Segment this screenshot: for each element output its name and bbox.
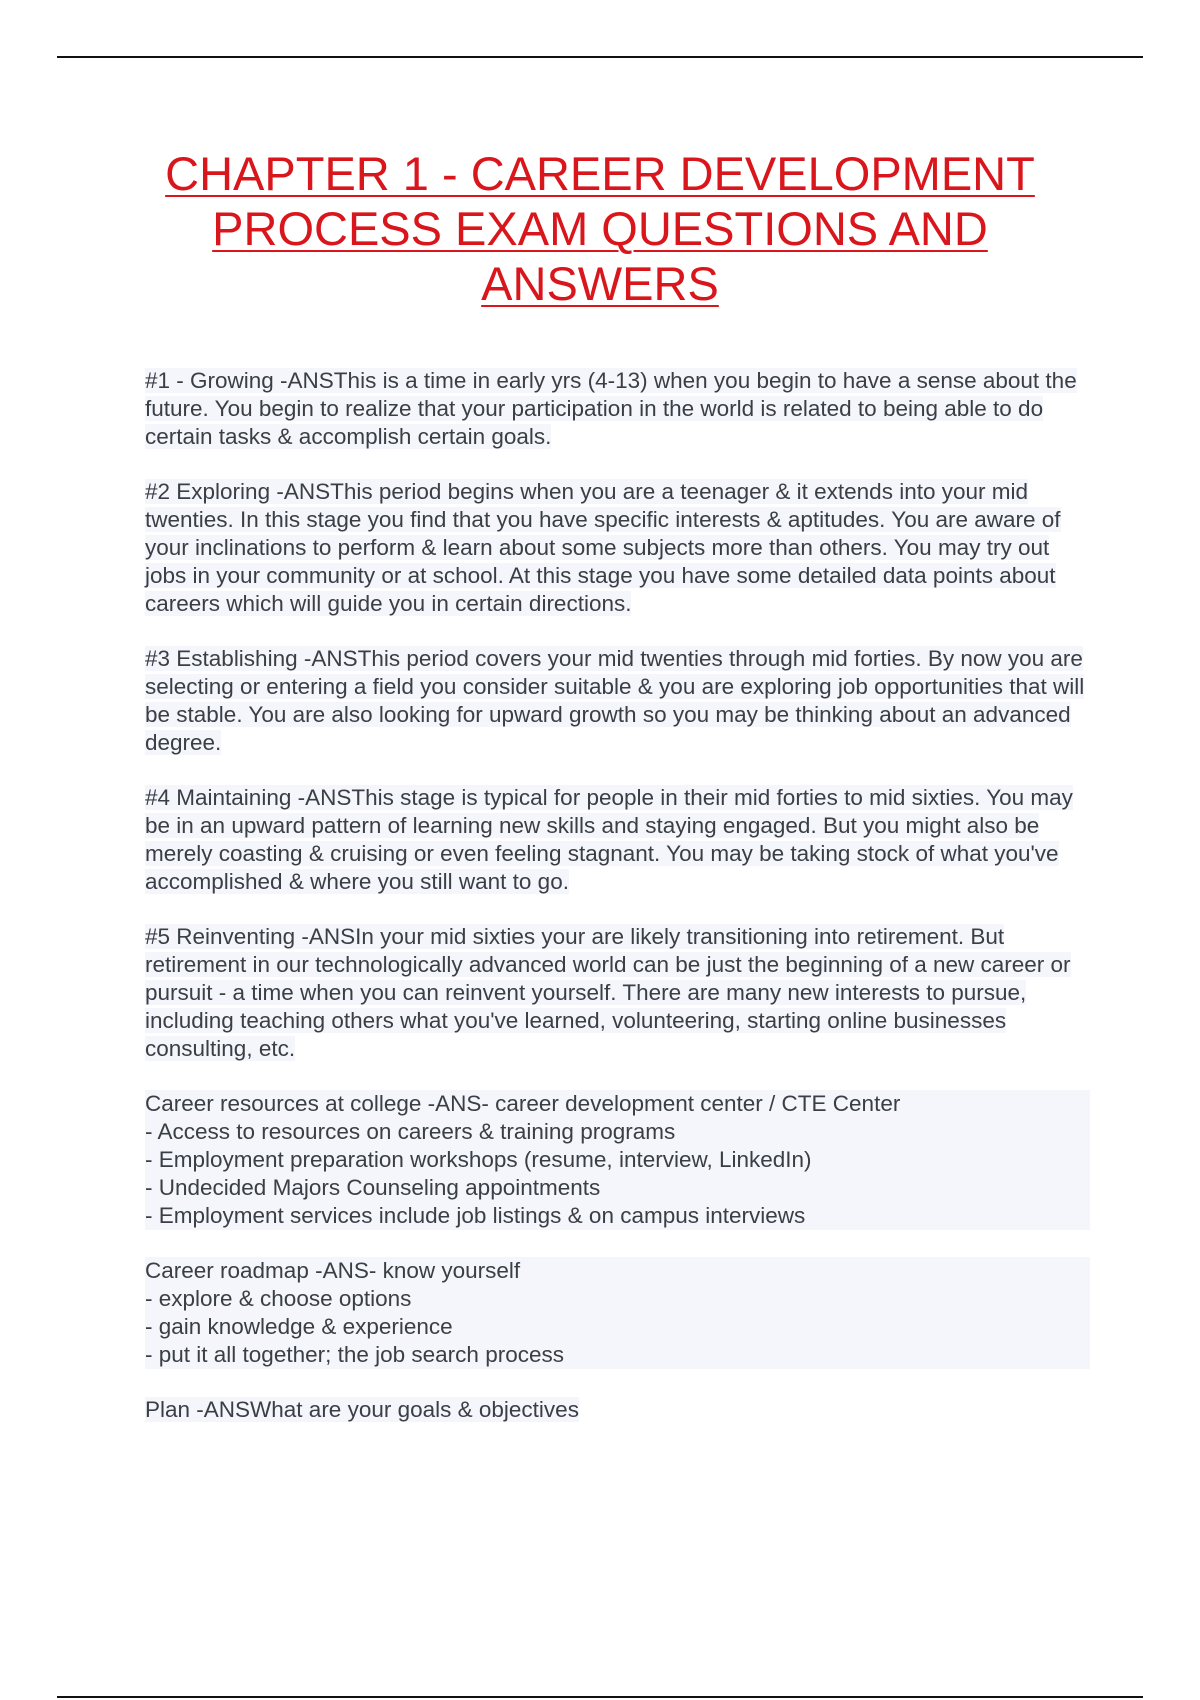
document-title: CHAPTER 1 - CAREER DEVELOPMENT PROCESS EXAM QUESTIONS AND ANSWERS [165,147,1035,310]
career-resources-line: - Employment preparation workshops (resume, interview, LinkedIn) [145,1146,1090,1174]
qa-entry-establishing: #3 Establishing -ANSThis period covers your mid twenties through mid forties. By now you are selecting or entering a field you consider suitable & you are exploring job opportunities that will be stable. You are also looking for upward growth so you may be thinking about an advanced degree. [145,646,1085,755]
career-resources-line: - Employment services include job listings & on campus interviews [145,1202,1090,1230]
bottom-rule [57,1696,1143,1698]
qa-entry-plan: Plan -ANSWhat are your goals & objectives [145,1397,579,1422]
qa-entry-career-roadmap [145,1257,1090,1369]
career-resources-line: Career resources at college -ANS- career development center / CTE Center [145,1090,1090,1118]
qa-entry-career-resources [145,1090,1090,1230]
career-roadmap-line: Career roadmap -ANS- know yourself [145,1257,1090,1285]
career-roadmap-line: - gain knowledge & experience [145,1313,1090,1341]
qa-entry-growing: #1 - Growing -ANSThis is a time in early yrs (4-13) when you begin to have a sense about the future. You begin to realize that your participation in the world is related to being able to do certain tasks & accomplish certain goals. [145,368,1077,449]
career-roadmap-line: - explore & choose options [145,1285,1090,1313]
document-body [145,367,1090,1451]
top-rule [57,56,1143,58]
qa-entry-reinventing: #5 Reinventing -ANSIn your mid sixties your are likely transitioning into retirement. But retirement in our technologically advanced world can be just the beginning of a new career or pursuit - a time when you can reinvent yourself. There are many new interests to pursue, including teaching others what you've learned, volunteering, starting online businesses consulting, etc. [145,924,1071,1061]
qa-entry-maintaining: #4 Maintaining -ANSThis stage is typical for people in their mid forties to mid sixties. You may be in an upward pattern of learning new skills and staying engaged. But you might also be merely coasting & cruising or even feeling stagnant. You may be taking stock of what you've accomplished & where you still want to go. [145,785,1073,894]
career-resources-line: - Access to resources on careers & training programs [145,1118,1090,1146]
career-resources-line: - Undecided Majors Counseling appointments [145,1174,1090,1202]
career-roadmap-line: - put it all together; the job search process [145,1341,1090,1369]
qa-entry-exploring: #2 Exploring -ANSThis period begins when you are a teenager & it extends into your mid twenties. In this stage you find that you have specific interests & aptitudes. You are aware of your inclinations to perform & learn about some subjects more than others. You may try out jobs in your community or at school. At this stage you have some detailed data points about careers which will guide you in certain directions. [145,479,1061,616]
